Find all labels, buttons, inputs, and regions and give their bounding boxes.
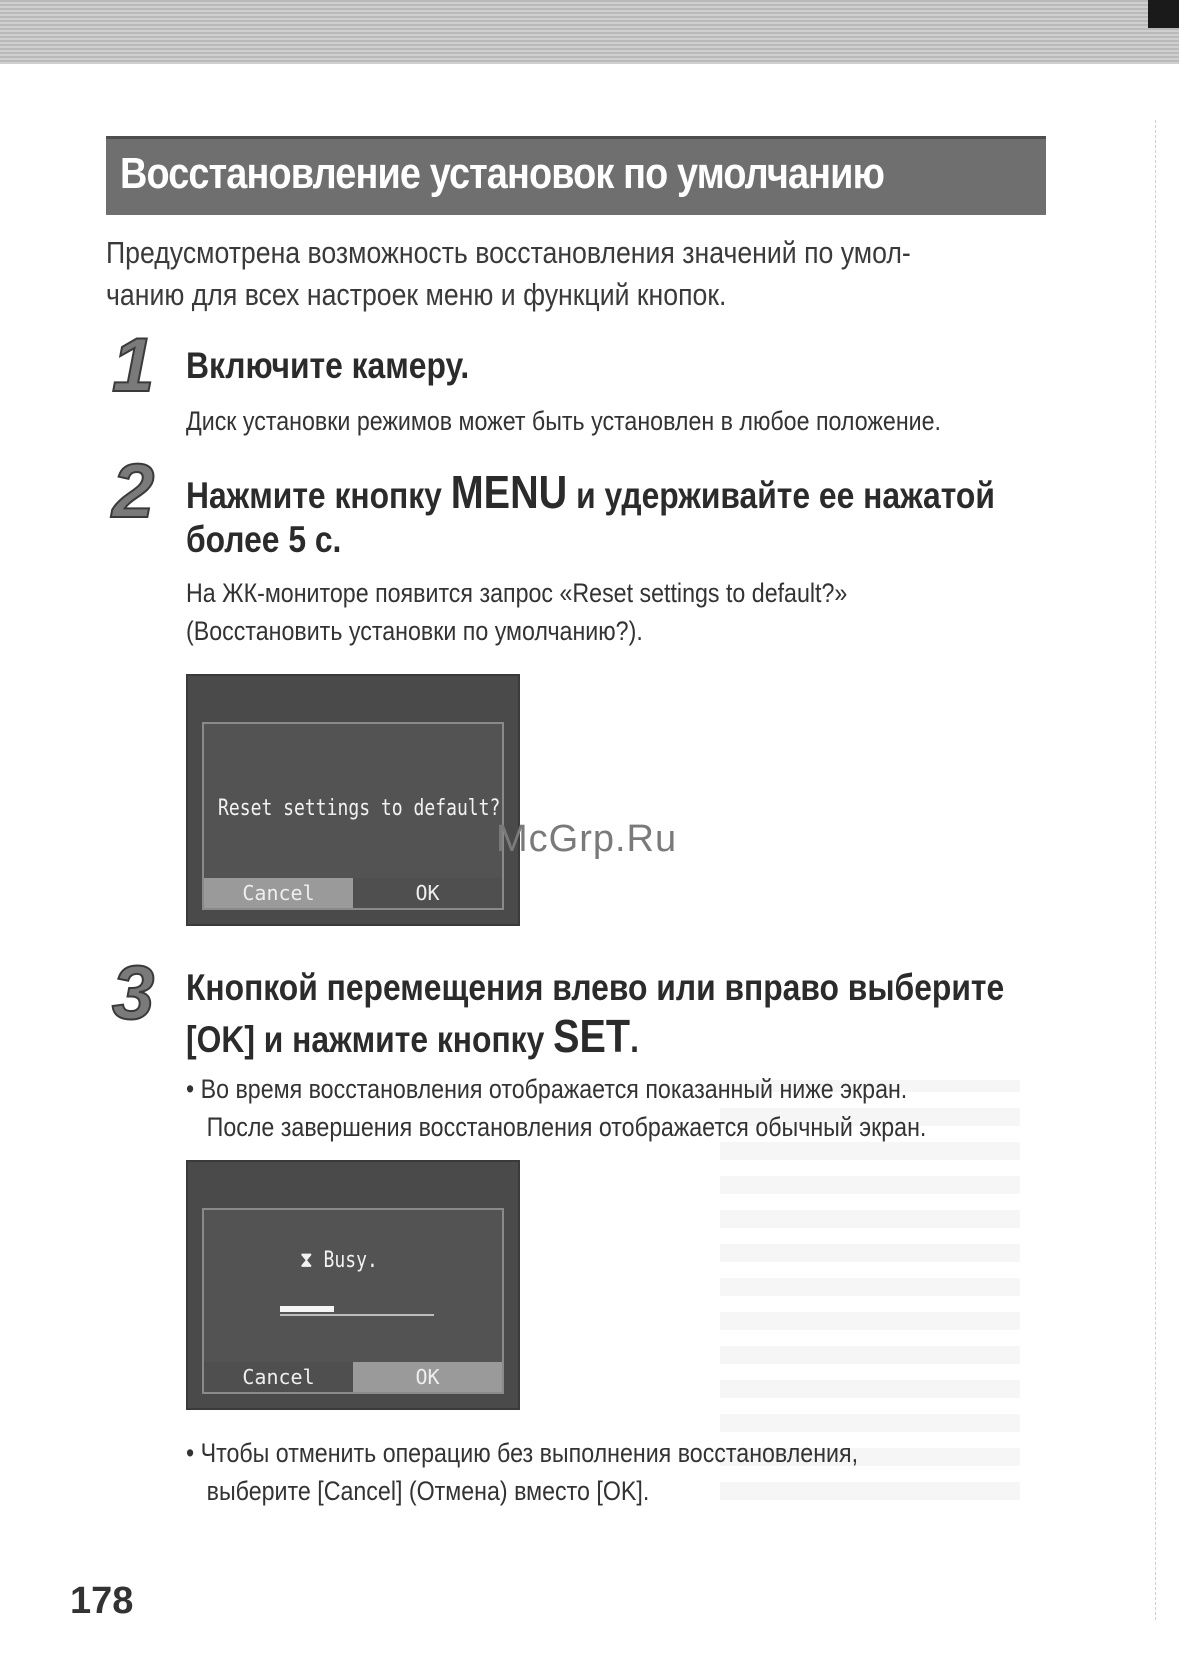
step-1-number: 1 bbox=[112, 323, 155, 408]
cancel-button[interactable]: Cancel bbox=[204, 878, 353, 908]
set-key-label: SET bbox=[553, 1010, 631, 1062]
step-3-bullet-1 bbox=[186, 1070, 926, 1146]
intro-line-1: Предусмотрена возможность восстановления значений по умол- bbox=[106, 235, 911, 270]
reset-progress-bar bbox=[280, 1306, 434, 1316]
page-number: 178 bbox=[70, 1580, 134, 1622]
step-1-description: Диск установки режимов может быть установлен в любое положение. bbox=[186, 406, 942, 436]
hourglass-icon: ⧗ bbox=[300, 1248, 313, 1273]
step-1-title: Включите камеру. bbox=[186, 345, 470, 386]
step-3-title-post: . bbox=[630, 1019, 639, 1060]
step-3-number: 3 bbox=[112, 951, 155, 1036]
step-2-desc-line-1: На ЖК-мониторе появится запрос «Reset settings to default?» bbox=[186, 578, 848, 608]
step-2-title-line-2: более 5 с. bbox=[186, 519, 342, 560]
step-3-title-pre: [OK] и нажмите кнопку bbox=[186, 1019, 554, 1060]
page-title: Восстановление установок по умолчанию bbox=[120, 149, 885, 198]
bullet-2-line-1: • Чтобы отменить операцию без выполнения восстановления, bbox=[186, 1438, 859, 1468]
reset-progress-fill bbox=[280, 1306, 334, 1312]
section-title-bar bbox=[106, 136, 1046, 215]
lcd-screen-reset-prompt bbox=[186, 674, 520, 926]
bullet-2-line-2: выберите [Cancel] (Отмена) вместо [OK]. bbox=[206, 1476, 650, 1506]
ok-button[interactable]: OK bbox=[353, 878, 502, 908]
lcd-dialog-box bbox=[202, 1208, 504, 1394]
intro-line-2: чанию для всех настроек меню и функций кнопок. bbox=[106, 277, 727, 312]
busy-status-text: Busy. bbox=[323, 1248, 378, 1273]
scan-corner-mark bbox=[1148, 0, 1179, 28]
step-2-title-pre: Нажмите кнопку bbox=[186, 475, 451, 516]
lcd-screen-busy bbox=[186, 1160, 520, 1410]
cancel-button[interactable]: Cancel bbox=[204, 1362, 353, 1392]
watermark: McGrp.Ru bbox=[496, 818, 678, 860]
lcd-button-bar bbox=[204, 878, 502, 908]
scan-top-band bbox=[0, 0, 1179, 64]
reset-prompt-message: Reset settings to default? bbox=[218, 796, 501, 821]
intro-paragraph bbox=[106, 232, 932, 316]
bullet-1-line-1: • Во время восстановления отображается показанный ниже экран. bbox=[186, 1074, 908, 1104]
step-2-desc-line-2: (Восстановить установки по умолчанию?). bbox=[186, 616, 643, 646]
step-3-title-line-1: Кнопкой перемещения влево или вправо выберите bbox=[186, 967, 1005, 1008]
step-2-description bbox=[186, 574, 847, 650]
step-2-number: 2 bbox=[112, 449, 155, 534]
step-2-title-post: и удерживайте ее нажатой bbox=[567, 475, 995, 516]
menu-key-label: MENU bbox=[450, 466, 568, 518]
bullet-1-line-2: После завершения восстановления отображается обычный экран. bbox=[206, 1112, 927, 1142]
step-3-bullet-2 bbox=[186, 1434, 858, 1510]
page-edge-marks bbox=[1155, 120, 1176, 1620]
step-3-title-line-2 bbox=[186, 1010, 639, 1066]
lcd-button-bar bbox=[204, 1362, 502, 1392]
busy-status-row bbox=[300, 1248, 378, 1273]
lcd-dialog-box bbox=[202, 722, 504, 910]
ok-button[interactable]: OK bbox=[353, 1362, 502, 1392]
